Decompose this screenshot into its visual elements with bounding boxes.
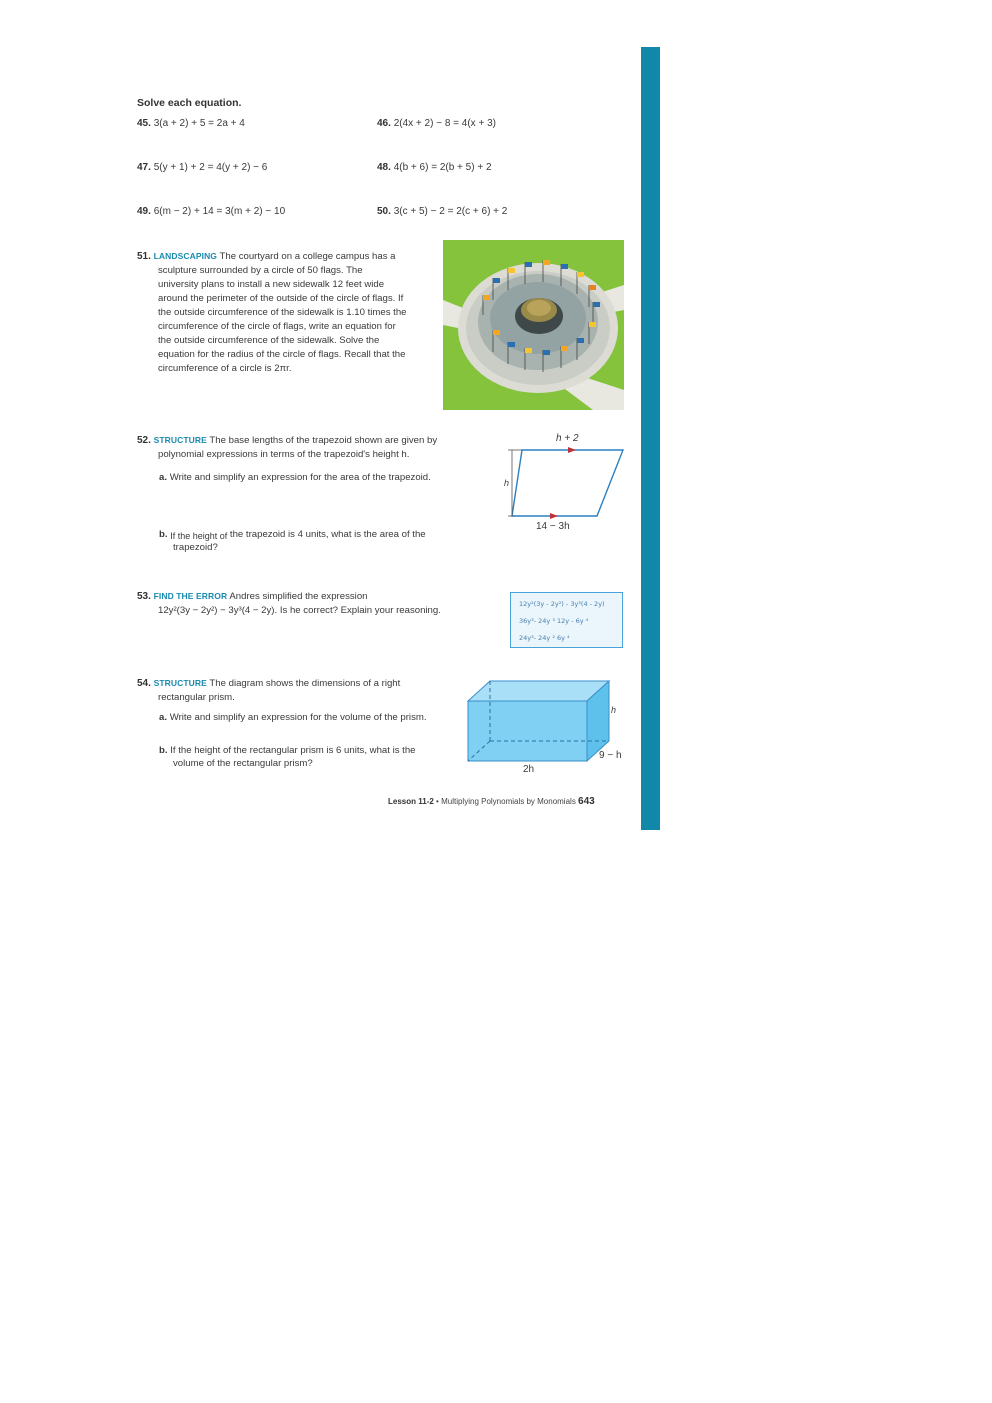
- student-work-box: [510, 592, 623, 648]
- student-work-line: 24y³- 24y ² 6y ⁴: [519, 634, 570, 642]
- problem-52-part-a: a. Write and simplify an expression for the area of the trapezoid.: [159, 472, 431, 483]
- problem-51-line: around the perimeter of the outside of the circle of flags. If: [158, 293, 404, 304]
- problem-51-line: the outside circumference of the sidewalk is 1.10 times the: [158, 307, 407, 318]
- problem-51: 51. LANDSCAPING The courtyard on a college campus has a sculpture surrounded by a circle of 50 flags. The university plans to install a new sidewalk 12 feet wide around the perimeter of the outside of the circle of flags. If the outside circumference of the sidewalk is 1.10 times the circumference of the circle of flags, write an equation for the outside circumference of the sidewalk. Solve the equation for the radius of the circle of flags. Recall that the circumference of a circle is 2πr.: [137, 249, 442, 376]
- footer-bullet: •: [436, 797, 439, 806]
- student-work-line: 36y³- 24y ³ 12y - 6y ⁴: [519, 617, 589, 625]
- problem-47: 47. 5(y + 1) + 2 = 4(y + 2) − 6: [137, 162, 268, 173]
- footer-title: Multiplying Polynomials by Monomials: [441, 797, 576, 806]
- problem-54-part-b: b. If the height of the rectangular prism is 6 units, what is the volume of the rectangular prism?: [159, 745, 416, 769]
- problem-51-line: circumference of the circle of flags, write an equation for: [158, 321, 396, 332]
- problem-51-line: university plans to install a new sidewalk 12 feet wide: [158, 279, 385, 290]
- prism-depth-label: 9 − h: [599, 750, 622, 761]
- problem-53: 53. FIND THE ERROR Andres simplified the expression 12y²(3y − 2y²) − 3y³(4 − 2y). Is he correct? Explain your reasoning.: [137, 589, 497, 618]
- page-edge-tab: [641, 47, 660, 830]
- problem-46: 46. 2(4x + 2) − 8 = 4(x + 3): [377, 118, 496, 129]
- problem-52-part-b: b. If the height of the trapezoid is 4 units, what is the area of the trapezoid?: [159, 529, 426, 553]
- prism-width-label: 2h: [523, 764, 535, 775]
- problem-54-part-a: a. Write and simplify an expression for the volume of the prism.: [159, 712, 427, 723]
- problem-53-line: 12y²(3y − 2y²) − 3y³(4 − 2y). Is he correct? Explain your reasoning.: [158, 605, 441, 616]
- problem-54-line: rectangular prism.: [158, 692, 235, 703]
- student-work-line: 12y²(3y - 2y²) - 3y³(4 - 2y): [519, 600, 605, 608]
- problem-52: 52. STRUCTURE The base lengths of the trapezoid shown are given by polynomial expressions in terms of the trapezoid's height h.: [137, 433, 487, 462]
- problem-51-line: the outside circumference of the sidewalk. Solve the: [158, 335, 380, 346]
- problem-50: 50. 3(c + 5) − 2 = 2(c + 6) + 2: [377, 206, 508, 217]
- problem-52-part-b-line: trapezoid?: [173, 542, 218, 553]
- page-number: 643: [578, 796, 595, 807]
- footer-lesson: Lesson 11-2: [388, 797, 434, 806]
- problem-54: 54. STRUCTURE The diagram shows the dimensions of a right rectangular prism.: [137, 676, 457, 705]
- problem-48: 48. 4(b + 6) = 2(b + 5) + 2: [377, 162, 492, 173]
- courtyard-illustration: [443, 240, 624, 410]
- problem-51-line: equation for the radius of the circle of flags. Recall that the: [158, 349, 406, 360]
- prism-diagram: [465, 678, 615, 768]
- trapezoid-height-label: h: [504, 478, 510, 488]
- trapezoid-bottom-label: 14 − 3h: [536, 521, 570, 532]
- page-footer: [388, 796, 595, 807]
- prism-height-label: h: [611, 705, 617, 715]
- problem-54-part-b-line: volume of the rectangular prism?: [173, 758, 313, 769]
- problem-49: 49. 6(m − 2) + 14 = 3(m + 2) − 10: [137, 206, 286, 217]
- problem-51-line: circumference of a circle is 2πr.: [158, 363, 292, 374]
- problem-51-line: sculpture surrounded by a circle of 50 flags. The: [158, 265, 363, 276]
- problem-52-line: polynomial expressions in terms of the trapezoid's height h.: [158, 449, 410, 460]
- trapezoid-top-label: h + 2: [556, 433, 579, 444]
- section-heading: Solve each equation.: [137, 97, 242, 109]
- trapezoid-diagram: [500, 430, 630, 535]
- problem-45: 45. 3(a + 2) + 5 = 2a + 4: [137, 118, 245, 129]
